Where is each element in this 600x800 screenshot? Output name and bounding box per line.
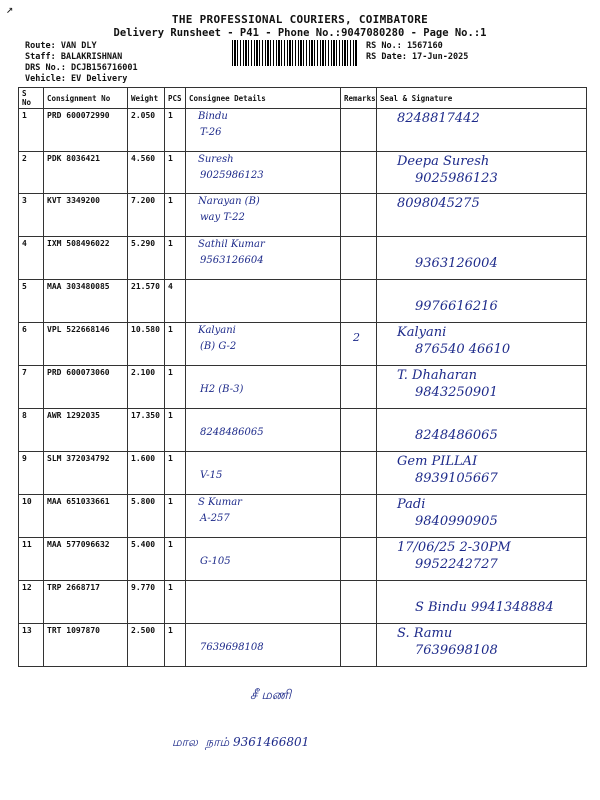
table-row [19,452,587,495]
cell-sno-text: 5 [22,282,27,291]
consignee-handwriting-line2: T-26 [200,127,222,138]
cell-consignee [186,194,341,237]
cell-pcs-text: 1 [168,154,173,163]
cell-consignee [186,323,341,366]
cell-pcs [165,323,186,366]
cell-pcs [165,538,186,581]
cell-consignee [186,581,341,624]
cell-consignment [44,366,128,409]
cell-pcs-text: 1 [168,196,173,205]
table-row [19,495,587,538]
cell-weight [128,109,165,152]
cell-sno-text: 13 [22,626,32,635]
drs-number: DRS No.: DCJB156716001 [25,63,138,73]
table-row [19,194,587,237]
cell-consignment [44,152,128,194]
cell-signature [377,495,587,538]
cell-consignment [44,237,128,280]
signature-handwriting-line2: 8939105667 [415,471,498,486]
cell-pcs [165,624,186,667]
table-row [19,152,587,194]
header-meta-right [366,41,468,63]
cell-consignment-text: TRT 1097870 [47,626,100,635]
cell-consignee [186,538,341,581]
col-header-pcs: PCS [165,88,186,109]
runsheet-subtitle: Delivery Runsheet - P41 - Phone No.:9047080280 - Page No.:1 [113,27,487,39]
cell-consignee [186,495,341,538]
col-header-remarks: Remarks [341,88,377,109]
cell-pcs [165,366,186,409]
cell-remarks [341,280,377,323]
cell-consignment-text: KVT 3349200 [47,196,100,205]
cell-remarks [341,452,377,495]
signature-handwriting-line2: 9363126004 [415,256,498,271]
cell-sno-text: 4 [22,239,27,248]
cell-weight [128,624,165,667]
remarks-handwriting: 2 [353,331,360,344]
cell-weight [128,581,165,624]
table-row [19,409,587,452]
cell-sno [19,152,44,194]
cell-consignee [186,366,341,409]
cell-consignment [44,194,128,237]
cell-consignment [44,280,128,323]
cell-remarks [341,409,377,452]
cell-signature [377,581,587,624]
cell-consignment [44,538,128,581]
signature-handwriting-line1: T. Dhaharan [397,368,478,383]
col-header-consignee: Consignee Details [186,88,341,109]
rs-date: RS Date: 17-Jun-2025 [366,52,469,62]
cell-consignment [44,323,128,366]
cell-weight-text: 1.600 [131,454,156,463]
cell-consignee [186,452,341,495]
cell-sno-text: 8 [22,411,27,420]
cell-remarks [341,581,377,624]
cell-weight [128,237,165,280]
cell-sno [19,495,44,538]
cell-pcs-text: 1 [168,583,173,592]
cell-consignment-text: MAA 651033661 [47,497,110,506]
cell-weight-text: 7.200 [131,196,156,205]
cell-signature [377,409,587,452]
col-header-weight: Weight [128,88,165,109]
cell-pcs-text: 1 [168,454,173,463]
cell-weight-text: 4.560 [131,154,156,163]
consignee-handwriting-line2: A-257 [200,513,230,524]
cell-remarks [341,237,377,280]
cell-sno [19,194,44,237]
consignee-handwriting-line1: Narayan (B) [198,196,260,207]
cell-signature [377,366,587,409]
table-row [19,366,587,409]
cell-consignment-text: MAA 303480085 [47,282,110,291]
cell-pcs-text: 1 [168,411,173,420]
cell-weight-text: 2.500 [131,626,156,635]
cell-consignment-text: PRD 600073060 [47,368,110,377]
table-header-row [19,88,587,109]
cell-sno-text: 2 [22,154,27,163]
runsheet-table [18,87,587,667]
rs-number: RS No.: 1567160 [366,41,443,51]
signature-handwriting-line1: 8248817442 [397,111,480,126]
corner-mark-icon: ↗ [6,2,14,16]
consignee-handwriting-line1: Suresh [198,154,234,165]
cell-consignment [44,452,128,495]
col-header-signature: Seal & Signature [377,88,587,109]
cell-weight-text: 21.570 [131,282,160,291]
cell-weight [128,366,165,409]
cell-consignment [44,109,128,152]
cell-sno [19,109,44,152]
cell-pcs [165,409,186,452]
cell-pcs [165,495,186,538]
cell-pcs-text: 1 [168,368,173,377]
cell-remarks [341,624,377,667]
consignee-handwriting-line2: 8248486065 [200,427,264,438]
signature-handwriting-line2: 8248486065 [415,428,498,443]
table-row [19,323,587,366]
cell-signature [377,538,587,581]
cell-pcs [165,581,186,624]
cell-signature [377,280,587,323]
signature-handwriting-line1: 8098045275 [397,196,480,211]
consignee-handwriting-line2: 9025986123 [200,170,264,181]
cell-pcs-text: 1 [168,239,173,248]
cell-consignee [186,152,341,194]
cell-remarks [341,109,377,152]
staff-text: Staff: BALAKRISHNAN [25,52,123,62]
cell-consignment [44,409,128,452]
cell-pcs [165,152,186,194]
cell-pcs-text: 1 [168,626,173,635]
footer-signature-scribble: மால நாம் [172,735,233,749]
cell-weight [128,194,165,237]
cell-sno [19,624,44,667]
cell-weight [128,538,165,581]
signature-handwriting-line1: Padi [397,497,426,512]
signature-handwriting-line2: 9843250901 [415,385,498,400]
col-header-sno: S No [19,88,44,109]
cell-pcs [165,194,186,237]
consignee-handwriting-line2: (B) G-2 [200,341,237,352]
cell-consignment [44,495,128,538]
signature-handwriting-line1: 17/06/25 2-30PM [397,540,511,555]
cell-remarks [341,152,377,194]
cell-consignment-text: IXM 508496022 [47,239,110,248]
signature-handwriting-line2: S Bindu 9941348884 [415,600,554,615]
cell-consignment-text: MAA 577096632 [47,540,110,549]
cell-sno [19,452,44,495]
signature-handwriting-line1: Gem PILLAI [397,454,478,469]
signature-handwriting-line2: 9976616216 [415,299,498,314]
cell-weight [128,452,165,495]
cell-signature [377,194,587,237]
signature-handwriting-line2: 876540 46610 [415,342,511,357]
cell-pcs [165,237,186,280]
table-row [19,237,587,280]
cell-sno [19,581,44,624]
signature-handwriting-line1: S. Ramu [397,626,453,641]
signature-handwriting-line1: Deepa Suresh [397,154,490,169]
cell-consignment-text: PDK 8036421 [47,154,100,163]
consignee-handwriting-line2: way T-22 [200,212,245,223]
cell-weight-text: 2.100 [131,368,156,377]
consignee-handwriting-line2: H2 (B-3) [200,384,244,395]
cell-remarks [341,194,377,237]
consignee-handwriting-line1: Kalyani [198,325,236,336]
cell-signature [377,237,587,280]
cell-pcs-text: 4 [168,282,173,291]
table-row [19,624,587,667]
signature-handwriting-line2: 9840990905 [415,514,498,529]
consignee-handwriting-line1: Sathil Kumar [198,239,265,250]
cell-sno-text: 11 [22,540,32,549]
cell-remarks [341,323,377,366]
cell-signature [377,624,587,667]
cell-pcs-text: 1 [168,497,173,506]
cell-sno-text: 9 [22,454,27,463]
cell-weight-text: 9.770 [131,583,156,592]
cell-pcs [165,109,186,152]
cell-weight [128,409,165,452]
cell-consignment [44,581,128,624]
cell-sno [19,538,44,581]
cell-weight-text: 17.350 [131,411,160,420]
cell-sno [19,237,44,280]
table-body [19,109,587,667]
company-title: THE PROFESSIONAL COURIERS, COIMBATORE [171,13,429,26]
cell-sno-text: 10 [22,497,32,506]
table-row [19,581,587,624]
table-row [19,538,587,581]
consignee-handwriting-line2: G-105 [200,556,231,567]
cell-weight [128,495,165,538]
cell-sno-text: 6 [22,325,27,334]
cell-sno-text: 1 [22,111,27,120]
cell-signature [377,323,587,366]
cell-weight-text: 5.290 [131,239,156,248]
cell-sno-text: 3 [22,196,27,205]
header-meta-left [25,41,138,85]
cell-pcs-text: 1 [168,111,173,120]
consignee-handwriting-line1: Bindu [198,111,228,122]
cell-weight [128,152,165,194]
cell-remarks [341,538,377,581]
cell-signature [377,452,587,495]
consignee-handwriting-line2: 9563126604 [200,255,264,266]
vehicle-text: Vehicle: EV Delivery [25,74,128,84]
consignee-handwriting-line2: V-15 [200,470,223,481]
cell-consignee [186,109,341,152]
cell-sno [19,280,44,323]
cell-consignee [186,624,341,667]
consignee-handwriting-line2: 7639698108 [200,642,264,653]
route-text: Route: VAN DLY [25,41,97,51]
cell-signature [377,152,587,194]
table-row [19,109,587,152]
signature-handwriting-line1: Kalyani [397,325,447,340]
cell-consignment-text: AWR 1292035 [47,411,100,420]
table-row [19,280,587,323]
cell-remarks [341,495,377,538]
col-header-consignment: Consignment No [44,88,128,109]
signature-handwriting-line2: 9952242727 [415,557,498,572]
cell-pcs [165,280,186,323]
cell-signature [377,109,587,152]
cell-consignee [186,280,341,323]
cell-weight-text: 5.800 [131,497,156,506]
consignee-handwriting-line1: S Kumar [198,497,242,508]
cell-consignee [186,237,341,280]
cell-consignment [44,624,128,667]
cell-pcs [165,452,186,495]
signature-handwriting-line2: 9025986123 [415,171,498,186]
cell-consignee [186,409,341,452]
cell-sno [19,366,44,409]
signature-handwriting-line2: 7639698108 [415,643,498,658]
cell-consignment-text: VPL 522668146 [47,325,110,334]
footer-signature-line2 [172,735,309,751]
cell-pcs-text: 1 [168,325,173,334]
cell-sno [19,323,44,366]
cell-weight-text: 10.580 [131,325,160,334]
footer-signature-line1: சீ மணி [250,688,292,703]
barcode-icon [232,40,358,66]
cell-weight [128,323,165,366]
cell-sno [19,409,44,452]
cell-consignment-text: PRD 600072990 [47,111,110,120]
cell-remarks [341,366,377,409]
cell-weight-text: 2.050 [131,111,156,120]
cell-weight [128,280,165,323]
cell-consignment-text: TRP 2668717 [47,583,100,592]
cell-consignment-text: SLM 372034792 [47,454,110,463]
cell-pcs-text: 1 [168,540,173,549]
footer-phone: 9361466801 [232,735,310,749]
cell-sno-text: 7 [22,368,27,377]
cell-sno-text: 12 [22,583,32,592]
cell-weight-text: 5.400 [131,540,156,549]
